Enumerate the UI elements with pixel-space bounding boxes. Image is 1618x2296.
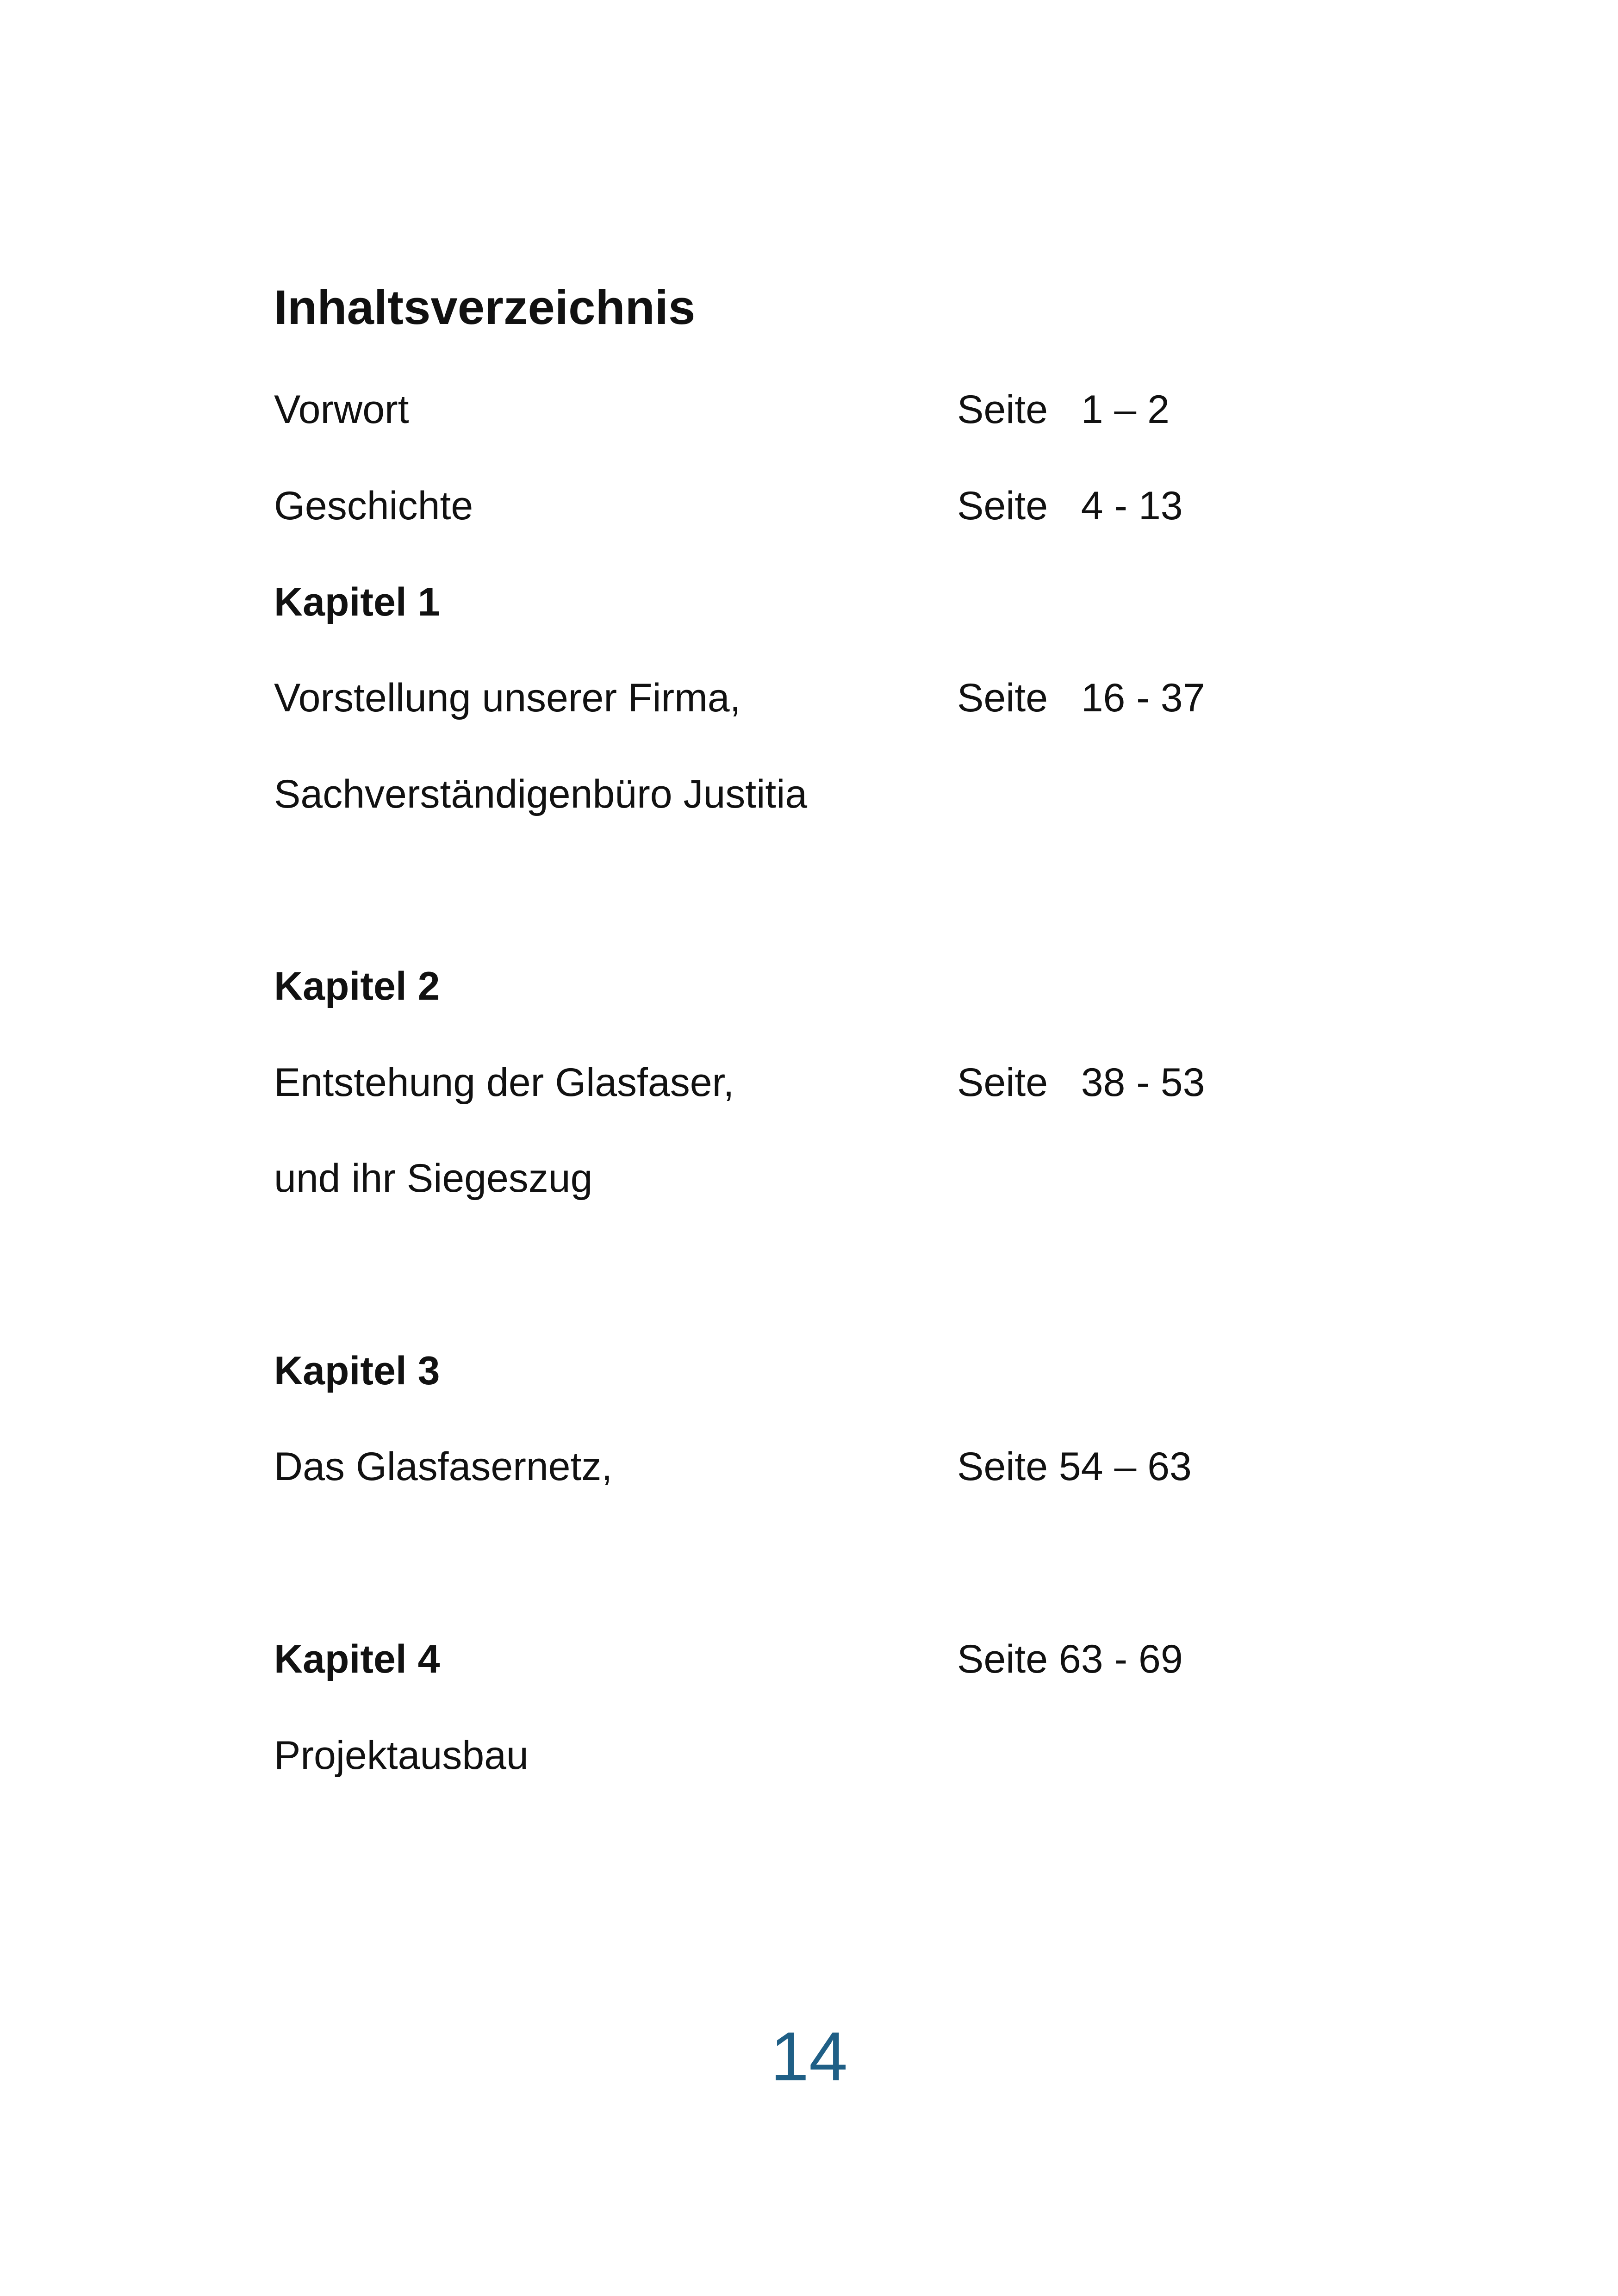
chapter-3-title-line1: Das Glasfasernetz, (274, 1444, 613, 1489)
chapter-2-pages: Seite 38 - 53 (957, 1060, 1205, 1105)
chapter-2-title-line1: Entstehung der Glasfaser, (274, 1060, 734, 1105)
chapter-4-pages: Seite 63 - 69 (957, 1637, 1183, 1681)
toc-entry-geschichte-pages: Seite 4 - 13 (957, 484, 1183, 528)
toc-heading: Inhaltsverzeichnis (274, 280, 696, 335)
toc-entry-vorwort-pages: Seite 1 – 2 (957, 387, 1170, 432)
toc-entry-vorwort-title: Vorwort (274, 387, 409, 432)
chapter-1-label: Kapitel 1 (274, 580, 440, 624)
toc-entry-geschichte-title: Geschichte (274, 484, 473, 528)
chapter-1-title-line1: Vorstellung unserer Firma, (274, 676, 741, 720)
chapter-2-title-line2: und ihr Siegeszug (274, 1156, 593, 1201)
chapter-2-label: Kapitel 2 (274, 964, 440, 1008)
chapter-1-pages: Seite 16 - 37 (957, 676, 1205, 720)
chapter-4-label: Kapitel 4 (274, 1637, 440, 1681)
chapter-3-pages: Seite 54 – 63 (957, 1444, 1192, 1489)
chapter-1-title-line2: Sachverständigenbüro Justitia (274, 772, 808, 816)
chapter-4-title-line1: Projektausbau (274, 1733, 529, 1778)
page-number: 14 (770, 2017, 848, 2095)
chapter-3-label: Kapitel 3 (274, 1349, 440, 1393)
